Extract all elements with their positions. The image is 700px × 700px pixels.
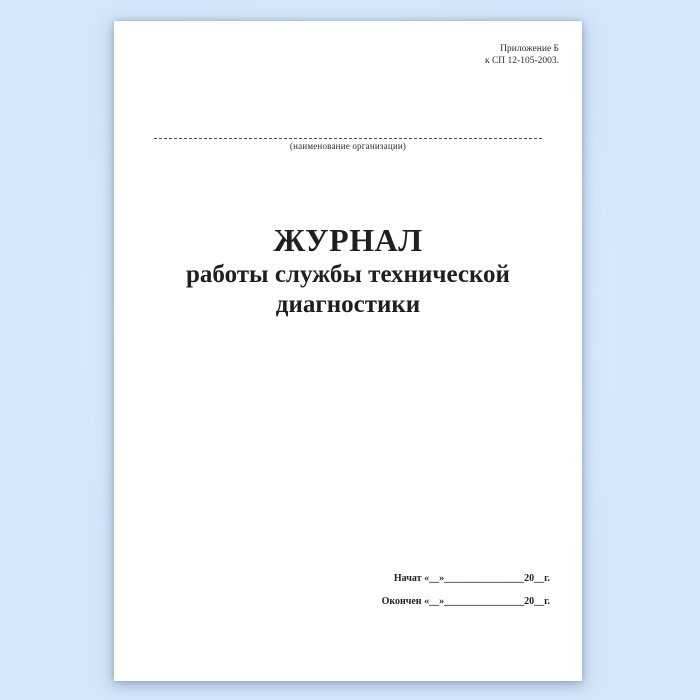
journal-subtitle-line2: диагностики	[275, 291, 421, 318]
organization-caption: (наименование организации)	[289, 141, 407, 151]
journal-subtitle-line1: работы службы технической	[186, 261, 510, 288]
organization-field	[154, 124, 542, 151]
organization-fill-in-line	[154, 124, 542, 139]
date-finished-line: Окончен «__»________________20__г.	[381, 596, 550, 607]
date-started-line: Начат «__»________________20__г.	[393, 573, 550, 584]
usage-dates-block	[382, 573, 550, 608]
appendix-note-line1: Приложение Б	[500, 44, 559, 54]
appendix-note	[485, 44, 559, 67]
journal-title: ЖУРНАЛ	[273, 222, 423, 258]
journal-cover-page	[114, 21, 582, 681]
appendix-note-line2: к СП 12-105-2003.	[484, 55, 559, 66]
title-block	[114, 220, 582, 320]
